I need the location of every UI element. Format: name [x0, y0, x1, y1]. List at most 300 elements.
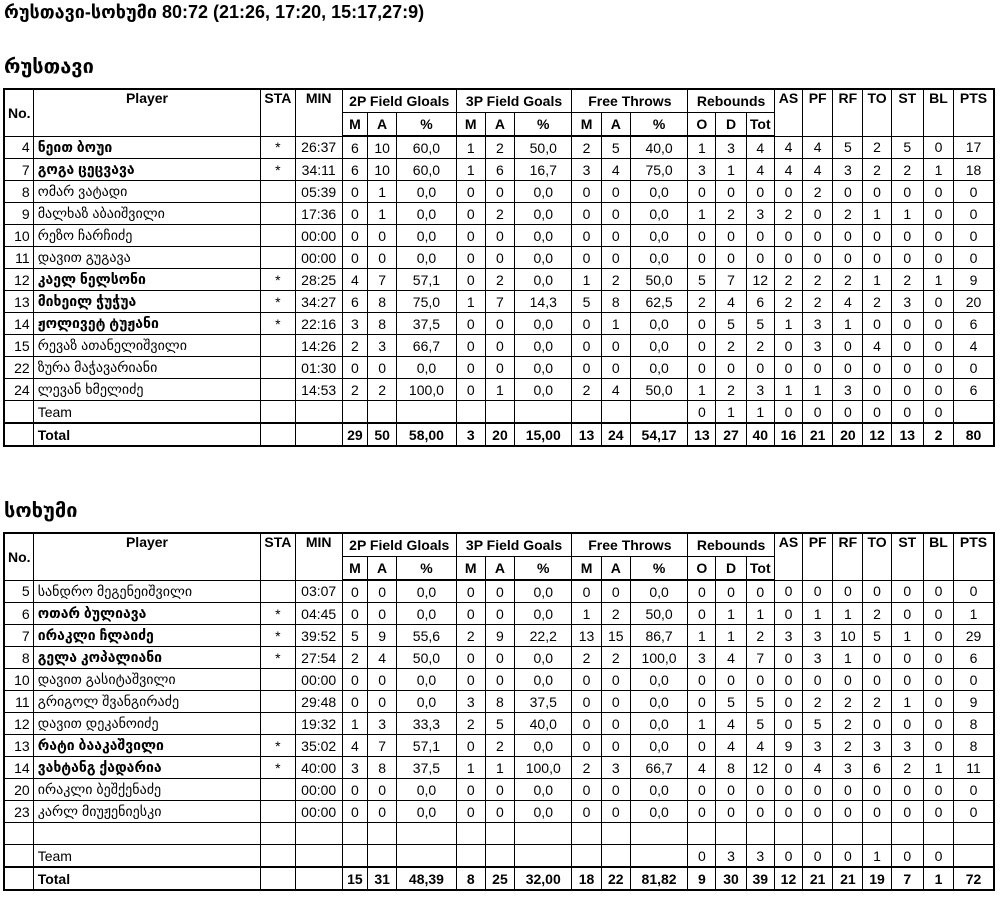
cell-reb-d: 4 — [716, 647, 746, 669]
cell-ft-m — [572, 823, 601, 845]
cell-pf: 1 — [803, 603, 833, 625]
cell-to: 0 — [863, 669, 891, 691]
cell-3p-m: 0 — [456, 379, 485, 401]
cell-min: 29:48 — [295, 691, 342, 713]
total-row — [4, 423, 994, 446]
cell-reb-o: 0 — [688, 225, 716, 247]
cell-reb-o: 1 — [688, 625, 716, 647]
cell-3p-m: 0 — [456, 580, 485, 603]
cell-2p-pct: 60,0 — [397, 136, 456, 159]
cell-sta — [261, 867, 295, 890]
cell-3p-a: 0 — [485, 603, 514, 625]
cell-rf: 2 — [833, 735, 863, 757]
cell-2p-m: 0 — [342, 580, 367, 603]
cell-pts: 9 — [954, 691, 994, 713]
header-3p-a: A — [485, 113, 514, 137]
cell-to: 1 — [863, 845, 891, 868]
cell-player: ზურა მაჭავარიანი — [33, 357, 261, 379]
cell-st: 0 — [891, 845, 923, 868]
cell-rf: 4 — [833, 291, 863, 313]
cell-rf: 21 — [833, 867, 863, 890]
cell-min: 22:16 — [295, 313, 342, 335]
header-reb-d: D — [716, 113, 746, 137]
cell-ft-m: 2 — [572, 647, 601, 669]
cell-min: 26:37 — [295, 136, 342, 159]
cell-reb-o: 1 — [688, 136, 716, 159]
cell-reb-d: 5 — [716, 313, 746, 335]
cell-sta — [261, 691, 295, 713]
cell-player: დავით გასიტაშვილი — [33, 669, 261, 691]
cell-ft-pct: 100,0 — [630, 647, 687, 669]
cell-3p-a: 2 — [485, 735, 514, 757]
cell-player: ნეით ბოუი — [33, 136, 261, 159]
cell-rf: 0 — [833, 801, 863, 823]
cell-ft-pct — [630, 823, 687, 845]
cell-ft-a: 0 — [601, 247, 630, 269]
cell-pts: 11 — [954, 757, 994, 779]
header-ft: Free Throws — [572, 89, 688, 113]
cell-st: 7 — [891, 867, 923, 890]
header-reb-tot: Tot — [746, 557, 774, 581]
cell-st: 0 — [891, 669, 923, 691]
cell-reb-o: 0 — [688, 691, 716, 713]
cell-3p-pct: 0,0 — [515, 203, 572, 225]
cell-ft-a: 0 — [601, 779, 630, 801]
player-row — [4, 313, 994, 335]
cell-reb-o: 1 — [688, 379, 716, 401]
cell-st: 0 — [891, 647, 923, 669]
cell-min: 01:30 — [295, 357, 342, 379]
cell-player: მალხაზ აბაიშვილი — [33, 203, 261, 225]
cell-min: 39:52 — [295, 625, 342, 647]
header-rf: RF — [833, 89, 863, 136]
cell-bl: 0 — [923, 647, 953, 669]
cell-bl: 0 — [923, 291, 953, 313]
header-2p-a: A — [368, 113, 397, 137]
cell-st: 0 — [891, 181, 923, 203]
cell-2p-m: 0 — [342, 691, 367, 713]
cell-3p-m: 3 — [456, 691, 485, 713]
cell-3p-pct: 0,0 — [515, 357, 572, 379]
player-row — [4, 269, 994, 291]
header-3p-pct: % — [515, 113, 572, 137]
cell-2p-m: 3 — [342, 757, 367, 779]
cell-no: 7 — [4, 159, 33, 181]
player-row — [4, 291, 994, 313]
cell-pts: 8 — [954, 735, 994, 757]
cell-player: ოთარ ბულიავა — [33, 603, 261, 625]
cell-2p-a: 0 — [368, 779, 397, 801]
cell-3p-m: 0 — [456, 225, 485, 247]
cell-reb-d: 2 — [716, 379, 746, 401]
cell-2p-m: 0 — [342, 603, 367, 625]
cell-pf: 4 — [803, 136, 833, 159]
cell-rf: 0 — [833, 247, 863, 269]
header-reb: Rebounds — [688, 533, 775, 557]
cell-pf: 0 — [803, 247, 833, 269]
cell-reb-tot: 12 — [746, 269, 774, 291]
cell-ft-m: 13 — [572, 625, 601, 647]
cell-pf: 2 — [803, 291, 833, 313]
cell-ft-m: 2 — [572, 757, 601, 779]
cell-pts: 4 — [954, 335, 994, 357]
cell-st: 5 — [891, 136, 923, 159]
header-3p-m: M — [456, 113, 485, 137]
cell-player: კარლ მიუჟენიესკი — [33, 801, 261, 823]
cell-reb-o: 0 — [688, 580, 716, 603]
cell-ft-a: 0 — [601, 691, 630, 713]
cell-ft-a: 0 — [601, 580, 630, 603]
cell-ft-a — [601, 401, 630, 424]
cell-ft-pct: 0,0 — [630, 181, 687, 203]
cell-bl: 0 — [923, 225, 953, 247]
cell-reb-tot: 4 — [746, 735, 774, 757]
cell-reb-tot: 3 — [746, 379, 774, 401]
cell-reb-d: 0 — [716, 801, 746, 823]
cell-ft-m: 0 — [572, 225, 601, 247]
cell-to: 2 — [863, 691, 891, 713]
cell-min — [295, 423, 342, 446]
cell-2p-m: 2 — [342, 335, 367, 357]
cell-player: ომარ ვატადი — [33, 181, 261, 203]
cell-to: 0 — [863, 379, 891, 401]
cell-ft-m: 0 — [572, 203, 601, 225]
cell-3p-a: 0 — [485, 247, 514, 269]
cell-ft-pct — [630, 845, 687, 868]
cell-3p-pct: 15,00 — [515, 423, 572, 446]
header-pts: PTS — [954, 89, 994, 136]
cell-st: 0 — [891, 603, 923, 625]
cell-reb-tot: 12 — [746, 757, 774, 779]
cell-reb-d: 0 — [716, 225, 746, 247]
cell-bl: 0 — [923, 313, 953, 335]
cell-reb-tot: 1 — [746, 603, 774, 625]
cell-3p-a: 8 — [485, 691, 514, 713]
cell-2p-pct: 0,0 — [397, 580, 456, 603]
cell-as: 1 — [774, 313, 802, 335]
player-row — [4, 357, 994, 379]
cell-bl: 0 — [923, 669, 953, 691]
cell-3p-pct: 0,0 — [515, 313, 572, 335]
cell-3p-m: 0 — [456, 313, 485, 335]
cell-ft-a: 0 — [601, 669, 630, 691]
cell-2p-m: 0 — [342, 669, 367, 691]
cell-ft-pct: 0,0 — [630, 580, 687, 603]
header-reb-d: D — [716, 557, 746, 581]
cell-sta: * — [261, 757, 295, 779]
cell-2p-a — [368, 823, 397, 845]
header-to: TO — [863, 89, 891, 136]
cell-2p-m: 4 — [342, 735, 367, 757]
cell-3p-pct — [515, 401, 572, 424]
cell-reb-o: 0 — [688, 181, 716, 203]
cell-bl: 0 — [923, 735, 953, 757]
cell-3p-pct: 0,0 — [515, 247, 572, 269]
cell-3p-m: 0 — [456, 603, 485, 625]
cell-2p-pct: 75,0 — [397, 291, 456, 313]
cell-player: Total — [33, 423, 261, 446]
cell-bl: 0 — [923, 801, 953, 823]
cell-no: 15 — [4, 335, 33, 357]
header-ft-pct: % — [630, 113, 687, 137]
cell-no — [4, 401, 33, 424]
cell-ft-a: 4 — [601, 159, 630, 181]
cell-pts — [954, 845, 994, 868]
cell-ft-m: 0 — [572, 181, 601, 203]
cell-as: 9 — [774, 735, 802, 757]
header-2p-pct: % — [397, 113, 456, 137]
cell-min: 34:11 — [295, 159, 342, 181]
cell-ft-pct: 0,0 — [630, 225, 687, 247]
cell-reb-d: 8 — [716, 757, 746, 779]
cell-no: 8 — [4, 181, 33, 203]
header-2p-a: A — [368, 557, 397, 581]
cell-pf — [803, 823, 833, 845]
cell-reb-d: 0 — [716, 779, 746, 801]
cell-ft-a: 1 — [601, 313, 630, 335]
cell-min: 00:00 — [295, 225, 342, 247]
cell-2p-m: 6 — [342, 136, 367, 159]
cell-min: 17:36 — [295, 203, 342, 225]
cell-bl: 0 — [923, 335, 953, 357]
cell-ft-m — [572, 845, 601, 868]
cell-reb-tot: 4 — [746, 136, 774, 159]
cell-3p-pct: 40,0 — [515, 713, 572, 735]
cell-sta — [261, 801, 295, 823]
cell-reb-d: 0 — [716, 357, 746, 379]
cell-ft-m: 18 — [572, 867, 601, 890]
cell-reb-o: 5 — [688, 269, 716, 291]
cell-reb-tot: 7 — [746, 647, 774, 669]
cell-to: 4 — [863, 335, 891, 357]
cell-ft-m: 3 — [572, 159, 601, 181]
header-st: ST — [891, 533, 923, 580]
cell-bl: 1 — [923, 757, 953, 779]
cell-reb-o: 0 — [688, 779, 716, 801]
cell-st: 2 — [891, 269, 923, 291]
cell-min: 35:02 — [295, 735, 342, 757]
cell-as: 0 — [774, 401, 802, 424]
cell-no: 14 — [4, 313, 33, 335]
header-rf: RF — [833, 533, 863, 580]
cell-bl: 0 — [923, 203, 953, 225]
cell-no: 10 — [4, 669, 33, 691]
cell-reb-tot: 0 — [746, 669, 774, 691]
cell-2p-pct: 0,0 — [397, 779, 456, 801]
cell-ft-m: 0 — [572, 669, 601, 691]
player-row — [4, 691, 994, 713]
header-player: Player — [33, 533, 261, 580]
cell-pf: 21 — [803, 867, 833, 890]
cell-3p-m: 0 — [456, 669, 485, 691]
cell-2p-a: 0 — [368, 225, 397, 247]
player-row — [4, 203, 994, 225]
cell-ft-m: 0 — [572, 313, 601, 335]
cell-pf: 3 — [803, 335, 833, 357]
cell-min: 00:00 — [295, 669, 342, 691]
player-rows — [4, 136, 994, 446]
cell-3p-pct: 32,00 — [515, 867, 572, 890]
cell-2p-a: 4 — [368, 647, 397, 669]
cell-3p-m: 3 — [456, 423, 485, 446]
cell-pts — [954, 823, 994, 845]
cell-pts: 0 — [954, 357, 994, 379]
cell-reb-d — [716, 823, 746, 845]
cell-3p-a: 0 — [485, 647, 514, 669]
cell-pts: 80 — [954, 423, 994, 446]
cell-as: 0 — [774, 691, 802, 713]
cell-as: 12 — [774, 867, 802, 890]
cell-3p-pct: 0,0 — [515, 335, 572, 357]
header-min: MIN — [295, 89, 342, 136]
cell-no: 23 — [4, 801, 33, 823]
cell-pf: 2 — [803, 691, 833, 713]
cell-as: 0 — [774, 247, 802, 269]
cell-player: დავით გუგავა — [33, 247, 261, 269]
cell-pf: 0 — [803, 669, 833, 691]
cell-3p-pct: 22,2 — [515, 625, 572, 647]
cell-3p-a: 2 — [485, 203, 514, 225]
cell-3p-pct: 0,0 — [515, 225, 572, 247]
cell-player: Team — [33, 401, 261, 424]
cell-no: 14 — [4, 757, 33, 779]
cell-sta: * — [261, 625, 295, 647]
cell-reb-tot: 0 — [746, 801, 774, 823]
cell-reb-d: 30 — [716, 867, 746, 890]
cell-no — [4, 423, 33, 446]
cell-reb-tot: 39 — [746, 867, 774, 890]
cell-3p-a: 1 — [485, 379, 514, 401]
cell-2p-a: 9 — [368, 625, 397, 647]
cell-3p-pct: 16,7 — [515, 159, 572, 181]
cell-pts: 6 — [954, 379, 994, 401]
cell-pf: 0 — [803, 357, 833, 379]
cell-to: 5 — [863, 625, 891, 647]
cell-min: 00:00 — [295, 247, 342, 269]
cell-ft-pct: 0,0 — [630, 779, 687, 801]
cell-player: რეზო ჩარჩიძე — [33, 225, 261, 247]
cell-bl: 0 — [923, 713, 953, 735]
cell-pf: 21 — [803, 423, 833, 446]
cell-to: 2 — [863, 603, 891, 625]
player-row — [4, 247, 994, 269]
cell-to: 0 — [863, 247, 891, 269]
cell-3p-m: 0 — [456, 269, 485, 291]
player-row — [4, 713, 994, 735]
cell-3p-m: 1 — [456, 136, 485, 159]
cell-pf: 0 — [803, 845, 833, 868]
cell-reb-d: 4 — [716, 291, 746, 313]
cell-pts: 0 — [954, 247, 994, 269]
cell-ft-pct: 0,0 — [630, 801, 687, 823]
cell-no: 13 — [4, 735, 33, 757]
cell-ft-a: 8 — [601, 291, 630, 313]
cell-reb-tot: 5 — [746, 691, 774, 713]
cell-to: 0 — [863, 779, 891, 801]
cell-pts: 1 — [954, 603, 994, 625]
cell-pts: 6 — [954, 647, 994, 669]
cell-to: 3 — [863, 735, 891, 757]
cell-player: გელა კოპალიანი — [33, 647, 261, 669]
cell-ft-a: 4 — [601, 379, 630, 401]
cell-3p-m: 1 — [456, 291, 485, 313]
cell-player: ვახტანგ ქადარია — [33, 757, 261, 779]
player-row — [4, 379, 994, 401]
cell-player: Total — [33, 867, 261, 890]
cell-3p-m — [456, 845, 485, 868]
cell-reb-tot: 6 — [746, 291, 774, 313]
cell-3p-a: 2 — [485, 136, 514, 159]
cell-min — [295, 845, 342, 868]
cell-2p-pct: 33,3 — [397, 713, 456, 735]
cell-no: 6 — [4, 603, 33, 625]
cell-ft-m: 13 — [572, 423, 601, 446]
cell-3p-m: 0 — [456, 779, 485, 801]
cell-bl: 0 — [923, 379, 953, 401]
cell-reb-d: 0 — [716, 580, 746, 603]
cell-rf: 1 — [833, 313, 863, 335]
team-row — [4, 845, 994, 868]
cell-reb-o: 3 — [688, 647, 716, 669]
cell-3p-m: 0 — [456, 735, 485, 757]
cell-3p-pct — [515, 845, 572, 868]
cell-3p-pct: 0,0 — [515, 603, 572, 625]
cell-3p-a: 0 — [485, 313, 514, 335]
cell-3p-a: 0 — [485, 225, 514, 247]
cell-2p-a: 0 — [368, 580, 397, 603]
cell-3p-a — [485, 823, 514, 845]
cell-3p-pct: 0,0 — [515, 379, 572, 401]
cell-ft-pct: 0,0 — [630, 357, 687, 379]
cell-2p-pct: 0,0 — [397, 801, 456, 823]
cell-sta — [261, 335, 295, 357]
box-score-table-away — [3, 532, 995, 891]
cell-st: 0 — [891, 313, 923, 335]
cell-ft-pct: 75,0 — [630, 159, 687, 181]
cell-3p-a — [485, 401, 514, 424]
cell-2p-pct: 0,0 — [397, 181, 456, 203]
cell-2p-a — [368, 845, 397, 868]
cell-ft-pct: 0,0 — [630, 691, 687, 713]
cell-ft-pct: 86,7 — [630, 625, 687, 647]
cell-no: 4 — [4, 136, 33, 159]
cell-reb-d: 3 — [716, 136, 746, 159]
cell-2p-pct: 37,5 — [397, 313, 456, 335]
cell-2p-a: 8 — [368, 757, 397, 779]
cell-reb-d: 3 — [716, 845, 746, 868]
cell-3p-m: 8 — [456, 867, 485, 890]
cell-player: ჟოლივეტ ტუჟანი — [33, 313, 261, 335]
cell-st: 0 — [891, 779, 923, 801]
cell-as: 0 — [774, 225, 802, 247]
cell-reb-d: 2 — [716, 335, 746, 357]
cell-2p-pct: 0,0 — [397, 357, 456, 379]
cell-3p-m: 0 — [456, 357, 485, 379]
cell-2p-pct: 50,0 — [397, 647, 456, 669]
cell-pf: 2 — [803, 181, 833, 203]
cell-rf: 3 — [833, 159, 863, 181]
cell-st: 13 — [891, 423, 923, 446]
cell-to: 0 — [863, 401, 891, 424]
cell-ft-a: 22 — [601, 867, 630, 890]
cell-3p-a: 9 — [485, 625, 514, 647]
cell-3p-m — [456, 823, 485, 845]
cell-3p-a: 0 — [485, 357, 514, 379]
cell-ft-m: 0 — [572, 357, 601, 379]
cell-ft-m: 0 — [572, 779, 601, 801]
cell-3p-m: 2 — [456, 713, 485, 735]
cell-bl: 0 — [923, 603, 953, 625]
